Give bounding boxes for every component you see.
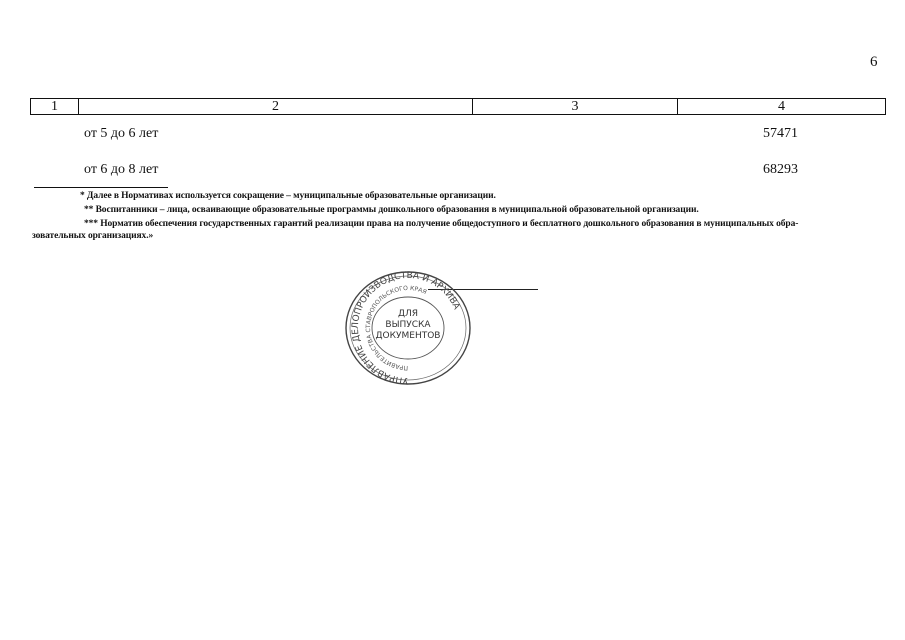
row-age-label: от 5 до 6 лет: [84, 126, 159, 141]
table-header-row: [31, 99, 886, 115]
row-norm-value: 68293: [763, 162, 798, 177]
page-number: 6: [870, 54, 878, 70]
official-stamp: [342, 266, 474, 386]
footnote-separator: [34, 187, 168, 188]
stamp-center-line-2: ВЫПУСКА: [385, 320, 431, 330]
stamp-center-line-1: ДЛЯ: [397, 309, 419, 319]
footnote-1: * Далее в Нормативах используется сокращение – муниципальные образовательные организации.: [80, 191, 496, 201]
column-number-header-table: [30, 98, 886, 115]
row-norm-value: 57471: [763, 126, 798, 141]
footnote-3-line-2: зовательных организациях.»: [32, 231, 154, 241]
stamp-inner-ring-text: ПРАВИТЕЛЬСТВА СТАВРОПОЛЬСКОГО КРАЯ: [364, 284, 428, 372]
column-number-1: 1: [31, 99, 79, 115]
footnote-3-line-1: *** Норматив обеспечения государственных гарантий реализации права на получение общедоступного и бесплатного дошкольного образования в муниципальных обра-: [84, 219, 799, 229]
footnote-2: ** Воспитанники – лица, осваивающие образовательные программы дошкольного образования в муниципальной образовательной организации.: [84, 205, 699, 215]
stamp-outer-text: УПРАВЛЕНИЕ ДЕЛОПРОИЗВОДСТВА И АРХИВА: [350, 270, 462, 386]
column-number-3: 3: [473, 99, 678, 115]
stamp-center-line-3: ДОКУМЕНТОВ: [375, 331, 441, 341]
row-age-label: от 6 до 8 лет: [84, 162, 159, 177]
column-number-2: 2: [79, 99, 473, 115]
column-number-4: 4: [678, 99, 886, 115]
